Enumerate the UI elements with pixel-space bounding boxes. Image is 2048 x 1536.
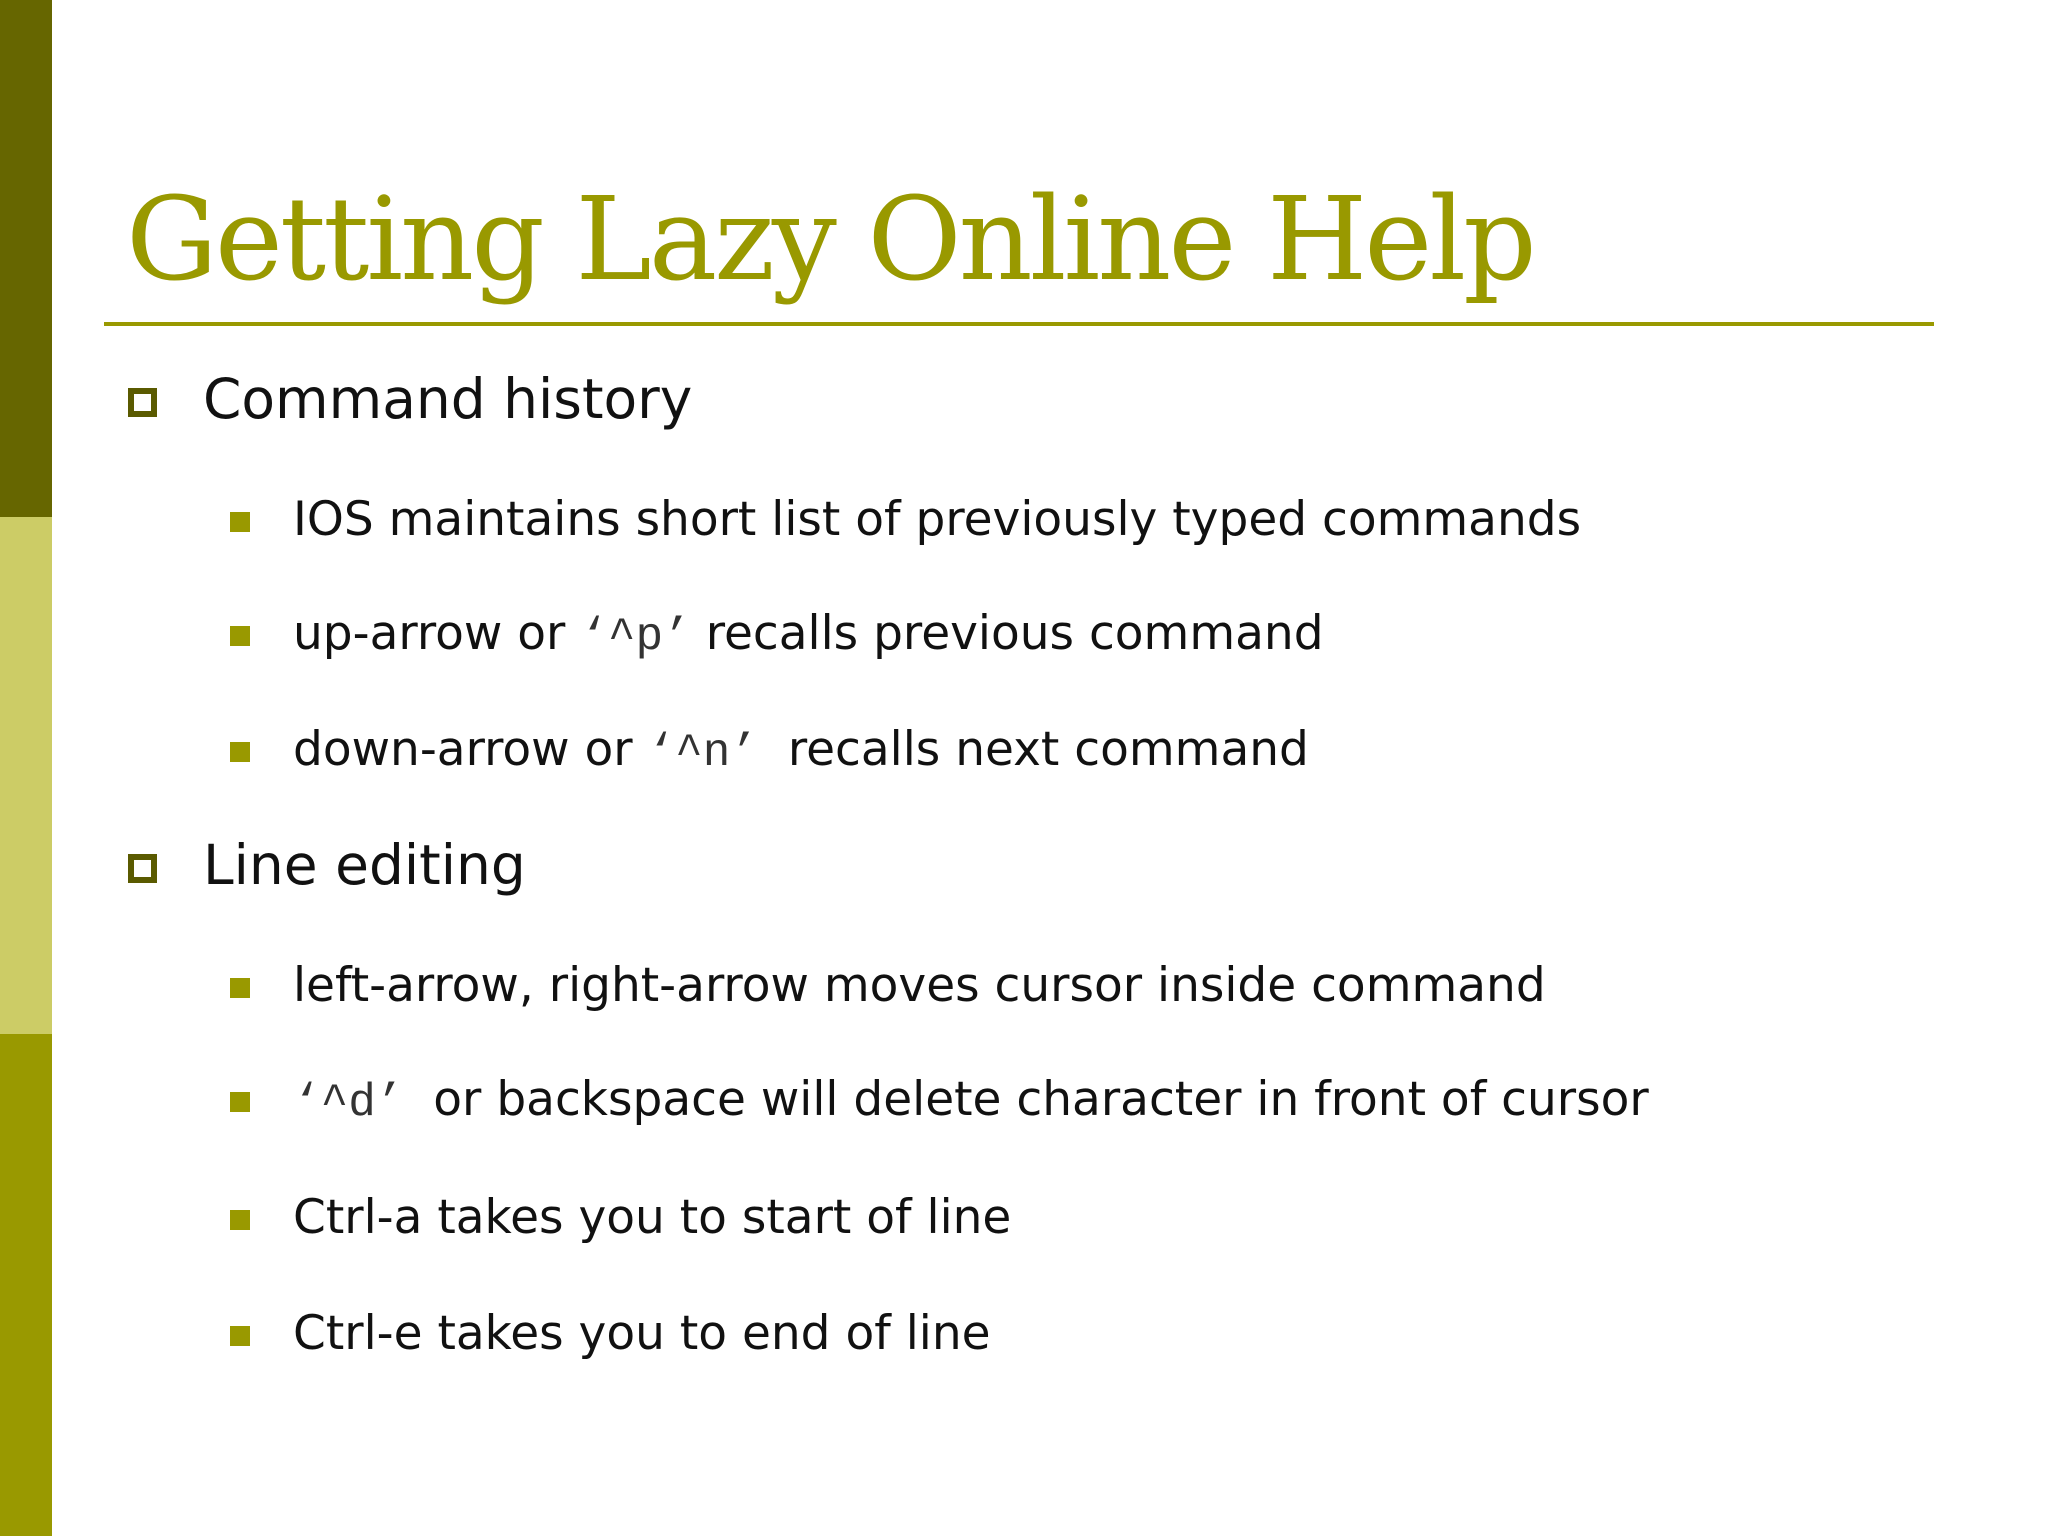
side-bar-middle — [0, 517, 52, 1034]
list-item-text-part: IOS maintains short list of previously typed commands — [293, 492, 1582, 547]
list-item-text-part: or backspace will delete character in front of cursor — [403, 1072, 1649, 1127]
filled-square-bullet-icon — [230, 978, 250, 998]
key-shortcut-code: ‘^d’ — [293, 1077, 404, 1129]
section-heading-text: Line editing — [203, 833, 526, 897]
key-shortcut-code: ‘^n’ — [647, 727, 758, 779]
slide-title: Getting Lazy Online Help — [126, 173, 1534, 307]
filled-square-bullet-icon — [230, 1092, 250, 1112]
filled-square-bullet-icon — [230, 626, 250, 646]
filled-square-bullet-icon — [230, 1210, 250, 1230]
side-bar-top — [0, 0, 52, 517]
list-item-text-part: up-arrow or — [293, 606, 581, 661]
side-bar-bottom — [0, 1034, 52, 1536]
filled-square-bullet-icon — [230, 512, 250, 532]
list-item-text — [293, 718, 1309, 785]
list-item-text-part: recalls previous command — [690, 606, 1324, 661]
hollow-square-bullet-icon — [128, 854, 157, 883]
list-item-text — [293, 1186, 1011, 1250]
list-item-text — [293, 1068, 1649, 1135]
list-item-text-part: down-arrow or — [293, 722, 648, 777]
list-item-text-part: Ctrl-e takes you to end of line — [293, 1306, 991, 1361]
list-item-text-part: left-arrow, right-arrow moves cursor inside command — [293, 958, 1546, 1013]
key-shortcut-code: ‘^p’ — [580, 611, 691, 663]
list-item-text-part: Ctrl-a takes you to start of line — [293, 1190, 1012, 1245]
title-underline — [104, 322, 1934, 326]
section-heading-text: Command history — [203, 367, 693, 431]
filled-square-bullet-icon — [230, 742, 250, 762]
list-item-text-part: recalls next command — [757, 722, 1309, 777]
list-item-text — [293, 488, 1581, 552]
list-item-text — [293, 954, 1546, 1018]
hollow-square-bullet-icon — [128, 388, 157, 417]
filled-square-bullet-icon — [230, 1326, 250, 1346]
list-item-text — [293, 602, 1324, 669]
list-item-text — [293, 1302, 991, 1366]
